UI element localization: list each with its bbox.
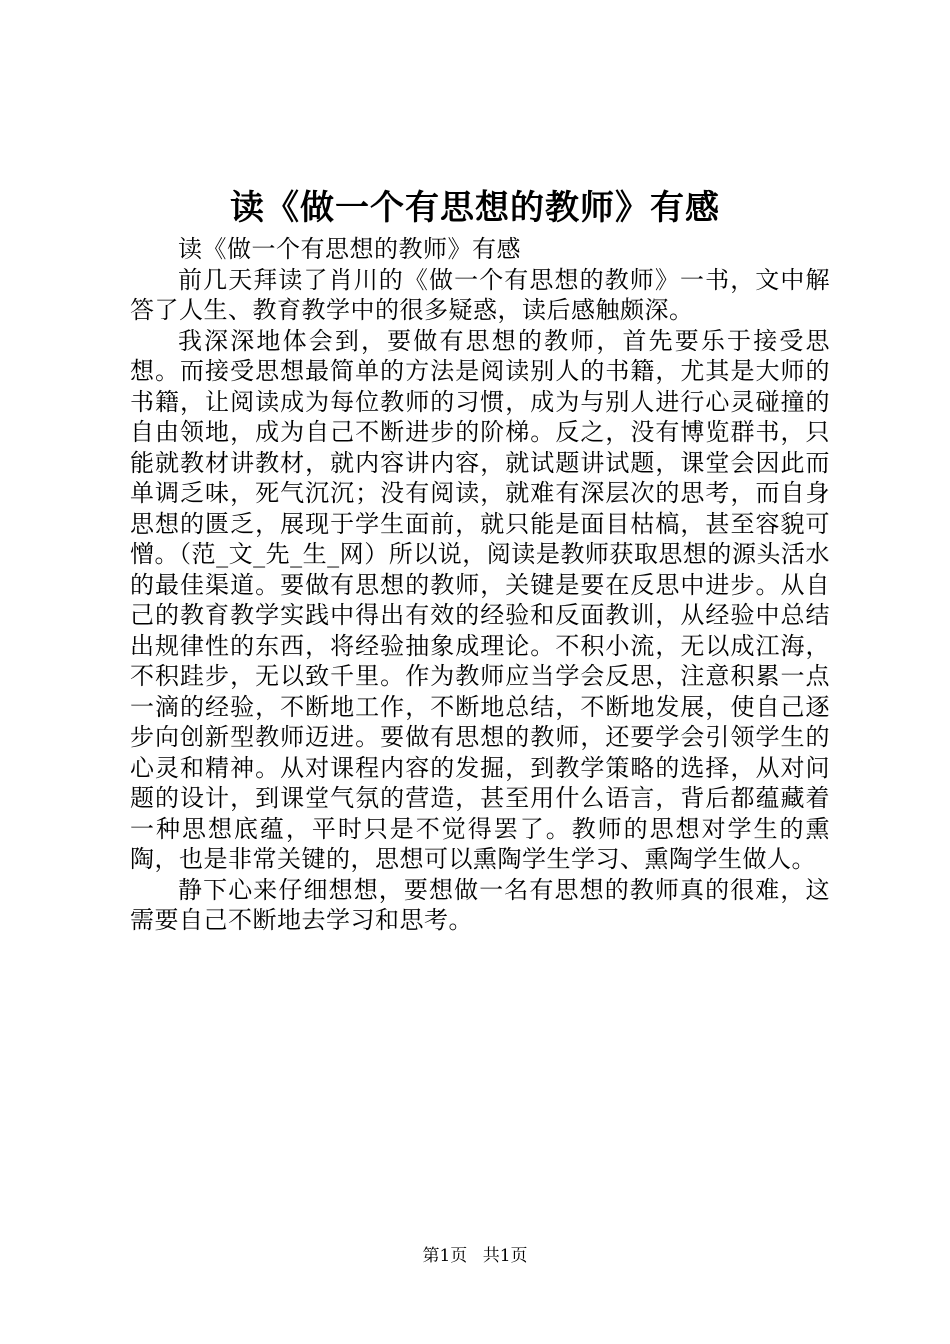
page-footer: [0, 1244, 950, 1268]
page-number: 第1页: [422, 1246, 468, 1266]
paragraph-main: 我深深地体会到，要做有思想的教师，首先要乐于接受思想。而接受思想最简单的方法是阅读别人的书籍，尤其是大师的书籍，让阅读成为每位教师的习惯，成为与别人进行心灵碰撞的自由领地，成为自己不断进步的阶梯。反之，没有博览群书，只能就教材讲教材，就内容讲内容，就试题讲试题，课堂会因此而单调乏味，死气沉沉；没有阅读，就难有深层次的思考，而自身思想的匮乏，展现于学生面前，就只能是面目枯槁，甚至容貌可憎。（范_文_先_生_网）所以说，阅读是教师获取思想的源头活水的最佳渠道。要做有思想的教师，关键是要在反思中进步。从自己的教育教学实践中得出有效的经验和反面教训，从经验中总结出规律性的东西，将经验抽象成理论。不积小流，无以成江海，不积跬步，无以致千里。作为教师应当学会反思，注意积累一点一滴的经验，不断地工作，不断地总结，不断地发展，使自己逐步向创新型教师迈进。要做有思想的教师，还要学会引领学生的心灵和精神。从对课程内容的发掘，到教学策略的选择，从对问题的设计，到课堂气氛的营造，甚至用什么语言，背后都蕴藏着一种思想底蕴，平时只是不觉得罢了。教师的思想对学生的熏陶，也是非常关键的，思想可以熏陶学生学习、熏陶学生做人。: [130, 326, 830, 873]
page-total: 共1页: [482, 1246, 528, 1266]
paragraph-intro: 前几天拜读了肖川的《做一个有思想的教师》一书，文中解答了人生、教育教学中的很多疑惑，读后感触颇深。: [130, 265, 830, 324]
paragraph-conclusion: 静下心来仔细想想，要想做一名有思想的教师真的很难，这需要自己不断地去学习和思考。: [130, 875, 830, 934]
document-body: [130, 234, 830, 936]
document-title: 读《做一个有思想的教师》有感: [230, 188, 720, 228]
paragraph-subtitle: 读《做一个有思想的教师》有感: [178, 235, 521, 263]
